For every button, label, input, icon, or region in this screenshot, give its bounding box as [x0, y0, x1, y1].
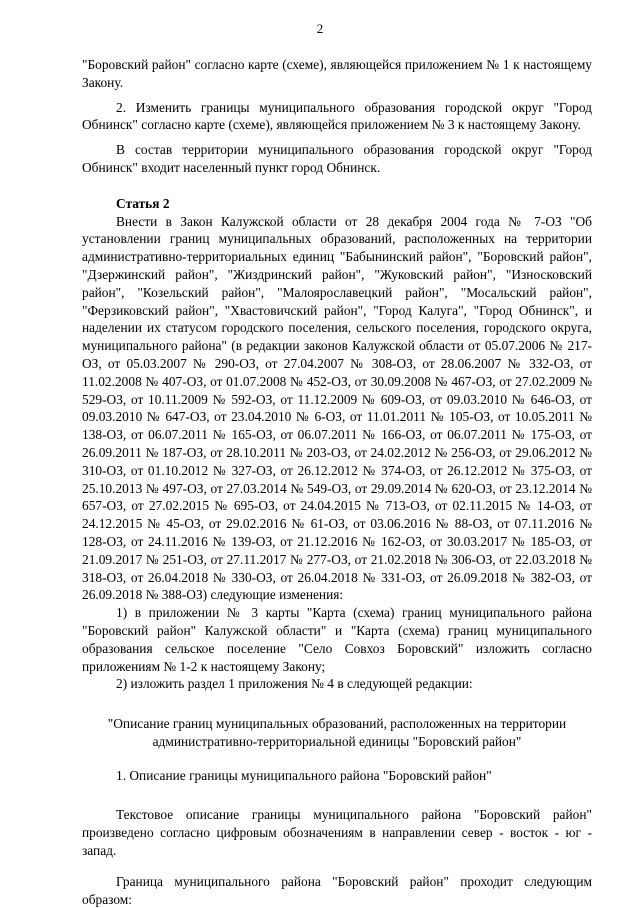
page-number: 2: [316, 21, 324, 36]
list-item-2: 2) изложить раздел 1 приложения № 4 в следующей редакции:: [116, 676, 473, 692]
paragraph-border-route: Граница муниципального района "Боровский район" проходит следующим образом:: [82, 873, 592, 907]
article-heading: Статья 2: [116, 195, 170, 211]
paragraph-amendment-intro: Внести в Закон Калужской области от 28 декабря 2004 года № 7-ОЗ "Об установлении границ муниципальных образований, расположенных на территории административно-территориальных единиц "Бабынинский район", "Боровский район", "Дзержинский район", "Жиздринский район", "Жуковский район", "Износковский район", "Козельский район", "Малоярославецкий район", "Мосальский район", "Ферзиковский район", "Хвастовичский район", "Город Калуга", "Город Обнинск", и наделении их статусом городского поселения, сельского поселения, городского округа, муниципального района" (в редакции законов Калужской области от 05.07.2006 № 217-ОЗ, от 05.03.2007 № 290-ОЗ, от 27.04.2007 № 308-ОЗ, от 28.06.2007 № 332-ОЗ, от 11.02.2008 № 407-ОЗ, от 01.07.2008 № 452-ОЗ, от 30.09.2008 № 467-ОЗ, от 27.02.2009 № 529-ОЗ, от 10.11.2009 № 592-ОЗ, от 11.12.2009 № 609-ОЗ, от 09.03.2010 № 646-ОЗ, от 09.03.2010 № 647-ОЗ, от 23.04.2010 № 6-ОЗ, от 11.01.2011 № 105-ОЗ, от 10.05.2011 № 138-ОЗ, от 06.07.2011 № 165-ОЗ, от 06.07.2011 № 166-ОЗ, от 06.07.2011 № 175-ОЗ, от 26.09.2011 № 187-ОЗ, от 28.10.2011 № 203-ОЗ, от 24.02.2012 № 256-ОЗ, от 29.06.2012 № 310-ОЗ, от 01.10.2012 № 327-ОЗ, от 26.12.2012 № 374-ОЗ, от 26.12.2012 № 375-ОЗ, от 25.10.2013 № 497-ОЗ, от 27.03.2014 № 549-ОЗ, от 29.09.2014 № 620-ОЗ, от 23.12.2014 № 657-ОЗ, от 27.02.2015 № 695-ОЗ, от 24.04.2015 № 713-ОЗ, от 02.11.2015 № 14-ОЗ, от 24.12.2015 № 45-ОЗ, от 29.02.2016 № 61-ОЗ, от 03.06.2016 № 88-ОЗ, от 07.11.2016 № 128-ОЗ, от 24.11.2016 № 139-ОЗ, от 21.12.2016 № 162-ОЗ, от 30.03.2017 № 185-ОЗ, от 21.09.2017 № 251-ОЗ, от 27.11.2017 № 277-ОЗ, от 21.02.2018 № 306-ОЗ, от 22.03.2018 № 318-ОЗ, от 26.04.2018 № 330-ОЗ, от 26.04.2018 № 331-ОЗ, от 26.09.2018 № 382-ОЗ, от 26.09.2018 № 388-ОЗ) следующие изменения:: [82, 213, 592, 603]
section-title: 1. Описание границы муниципального района "Боровский район": [116, 767, 492, 783]
list-item-1: 1) в приложении № 3 карты "Карта (схема) границ муниципального района "Боровский район" Калужской области" и "Карта (схема) границ муниципального образования сельское поселение "Село Совхоз Боровский" изложить согласно приложениям № 1-2 к настоящему Закону;: [82, 605, 592, 674]
paragraph-text-description: Текстовое описание границы муниципального района "Боровский район" произведено согласно цифровым обозначениям в направлении север - восток - юг - запад.: [82, 807, 592, 859]
description-title: "Описание границ муниципальных образований, расположенных на территории административно-территориальной единицы "Боровский район": [107, 716, 567, 749]
paragraph-territory: В состав территории муниципального образования городской округ "Город Обнинск" входит населенный пункт город Обнинск.: [82, 142, 592, 175]
document-body: [82, 56, 592, 908]
paragraph-item-2: 2. Изменить границы муниципального образования городской округ "Город Обнинск" согласно карте (схеме), являющейся приложением № 3 к настоящему Закону.: [82, 99, 592, 133]
paragraph-continuation: "Боровский район" согласно карте (схеме), являющейся приложением № 1 к настоящему Закону.: [82, 57, 592, 90]
